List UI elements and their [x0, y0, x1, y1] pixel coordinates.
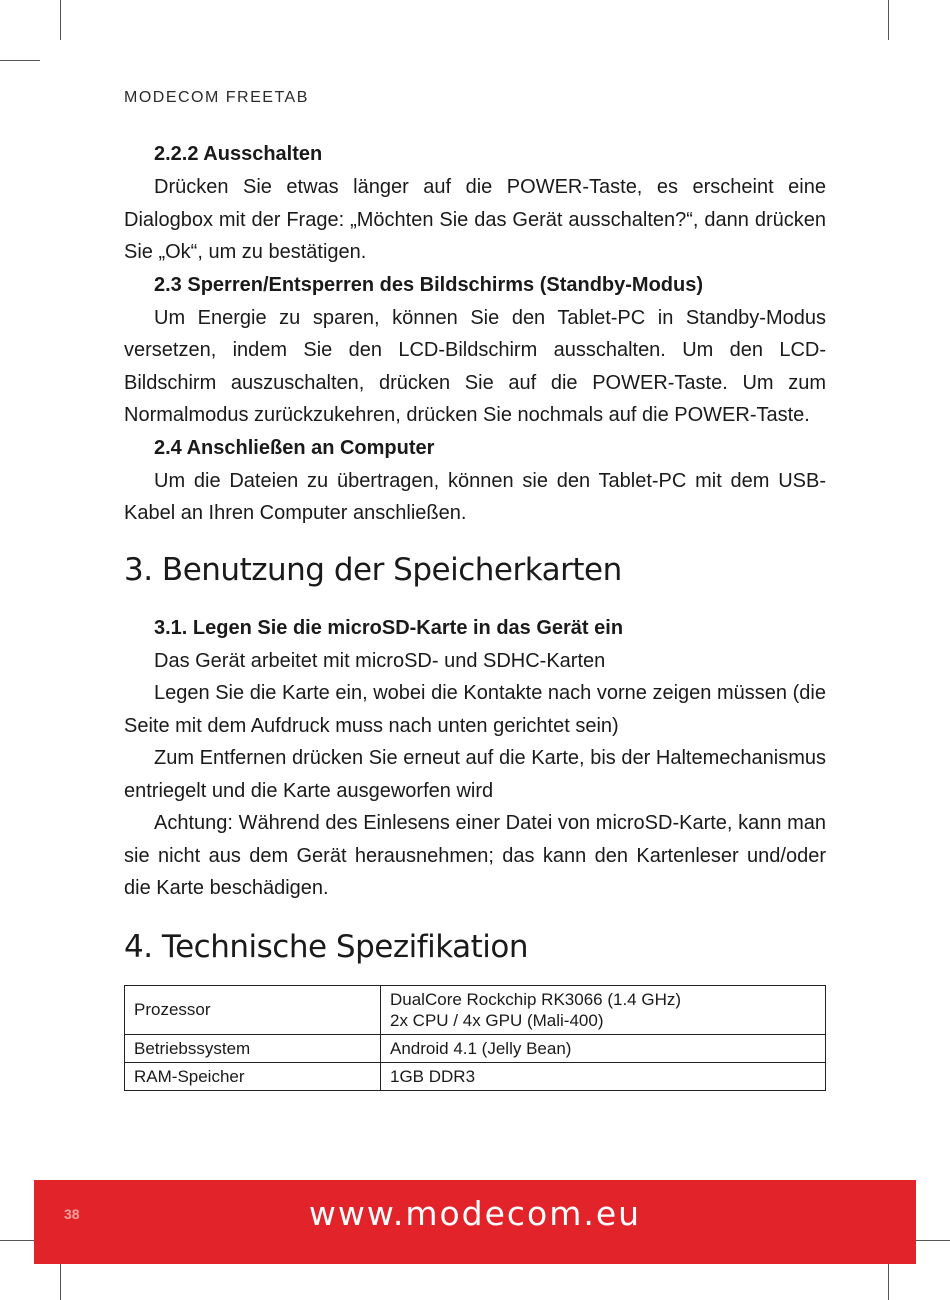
table-cell-key: Betriebssystem	[125, 1034, 381, 1062]
table-cell-key: Prozessor	[125, 985, 381, 1034]
footer-url: www.modecom.eu	[308, 1194, 642, 1233]
table-row	[125, 985, 826, 1034]
paragraph: Um Energie zu sparen, können Sie den Tablet-PC in Standby-Modus versetzen, indem Sie den LCD-Bildschirm ausschalten. Um den LCD-Bildschirm auszuschalten, drücken Sie auf die POWER-Taste. Um zum Normalmodus zurückzukehren, drücken Sie nochmals auf die POWER-Taste.	[124, 306, 826, 426]
table-cell-key: RAM-Speicher	[125, 1062, 381, 1090]
paragraph: Um die Dateien zu übertragen, können sie den Tablet-PC mit dem USB-Kabel an Ihren Computer anschließen.	[124, 469, 826, 524]
crop-mark	[60, 0, 61, 40]
crop-mark	[888, 0, 889, 40]
paragraph: Legen Sie die Karte ein, wobei die Kontakte nach vorne zeigen müssen (die Seite mit dem Aufdruck muss nach unten gerichtet sein)	[124, 682, 826, 737]
paragraph: Drücken Sie etwas länger auf die POWER-Taste, es erscheint eine Dialogbox mit der Frage: „Möchten Sie das Gerät ausschalten?“, dann drücken Sie „Ok“, um zu bestätigen.	[124, 176, 826, 263]
section-heading: 2.2.2 Ausschalten	[154, 143, 323, 165]
table-row	[125, 1062, 826, 1090]
crop-mark	[60, 1258, 61, 1300]
value-line: 2x CPU / 4x GPU (Mali-400)	[390, 1010, 604, 1030]
table-cell-value: 1GB DDR3	[381, 1062, 826, 1090]
section-heading: 3.1. Legen Sie die microSD-Karte in das Gerät ein	[154, 616, 624, 639]
value-line: DualCore Rockchip RK3066 (1.4 GHz)	[390, 989, 682, 1009]
crop-mark	[0, 60, 40, 61]
section-heading: 2.4 Anschließen an Computer	[154, 436, 435, 459]
paragraph: Zum Entfernen drücken Sie erneut auf die Karte, bis der Haltemechanismus entriegelt und die Karte ausgeworfen wird	[124, 747, 826, 802]
spec-table	[124, 985, 826, 1091]
crop-mark	[910, 1240, 950, 1241]
table-row	[125, 1034, 826, 1062]
footer-band	[34, 1180, 916, 1264]
section-heading: 2.3 Sperren/Entsperren des Bildschirms (Standby-Modus)	[154, 273, 704, 296]
running-header: MODECOM FREETAB	[124, 89, 309, 106]
page-number: 38	[64, 1206, 80, 1222]
table-cell-value: Android 4.1 (Jelly Bean)	[381, 1034, 826, 1062]
page-content	[124, 138, 826, 1091]
crop-mark	[888, 1258, 889, 1300]
chapter-heading: 4. Technische Spezifikation	[124, 928, 529, 965]
paragraph: Das Gerät arbeitet mit microSD- und SDHC-Karten	[154, 649, 606, 672]
paragraph: Achtung: Während des Einlesens einer Datei von microSD-Karte, kann man sie nicht aus dem Gerät herausnehmen; das kann den Kartenleser und/oder die Karte beschädigen.	[124, 812, 826, 899]
chapter-heading: 3. Benutzung der Speicherkarten	[124, 551, 622, 588]
table-cell-value	[381, 985, 826, 1034]
